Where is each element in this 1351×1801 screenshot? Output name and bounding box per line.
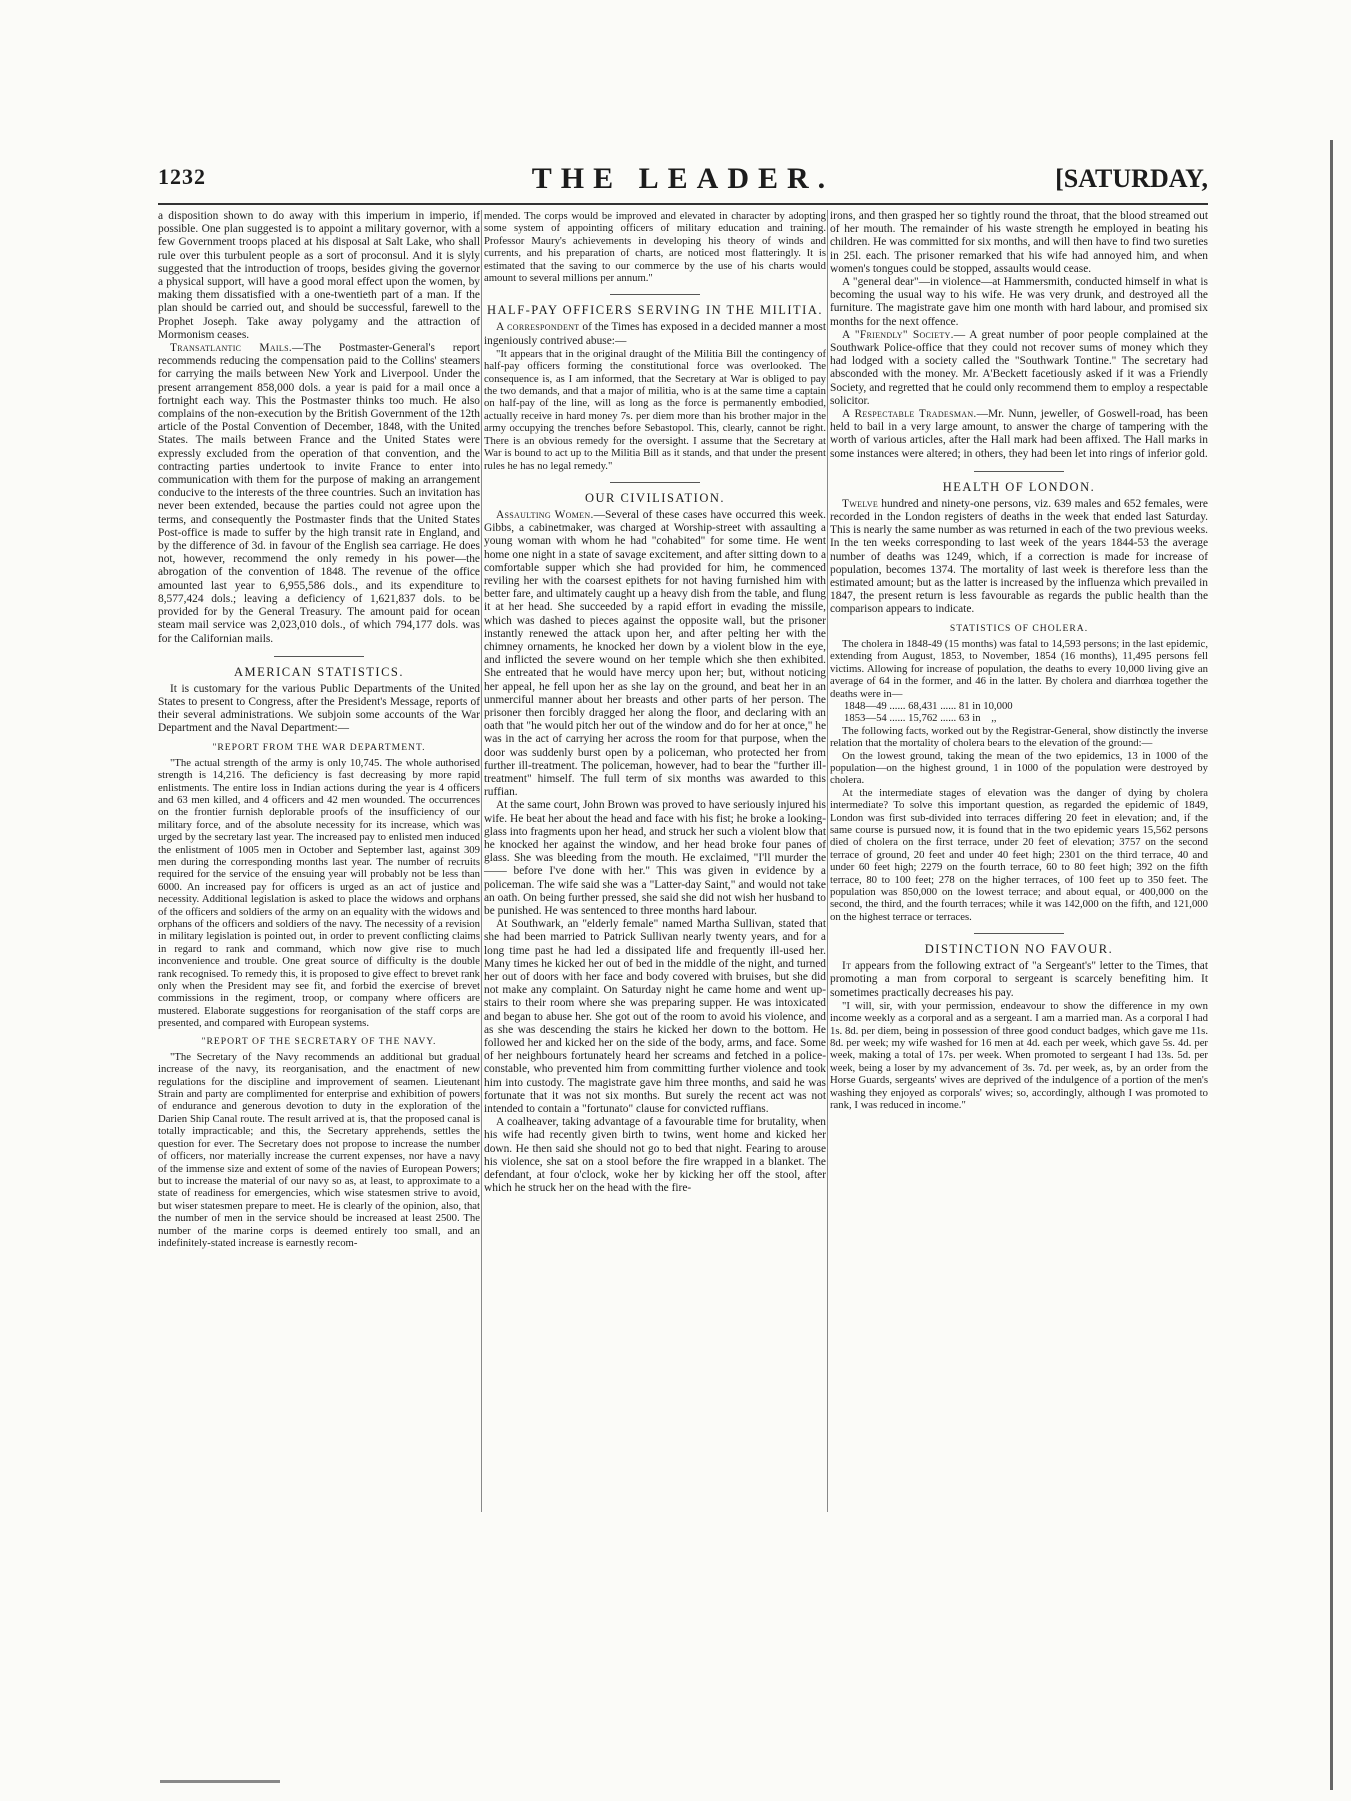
paragraph-lead: Twelve — [842, 497, 879, 510]
paragraph-lead: Transatlantic Mails. — [170, 342, 292, 355]
paragraph-text: hundred and ninety-one persons, viz. 639 males and 652 females, were recorded in the London registers of deaths in the week that ended last Saturday. This is nearly the same number as was returned in each of the two previous weeks. In the ten weeks corresponding to last week of the years 1844-53 the average number of deaths was 1249, which, if a correction is made for increase of population, becomes 1374. The mortality of last week is therefore less than the estimated amount; but as the latter is increased by the influenza which prevailed in 1847, the present return is less favourable as regards the public health than the comparison appears to indicate. — [830, 497, 1208, 616]
page-number: 1232 — [158, 164, 206, 189]
subsection-heading: "REPORT FROM THE WAR DEPARTMENT. — [212, 741, 426, 753]
header-rule — [158, 203, 1208, 205]
article-paragraph — [158, 342, 480, 646]
quoted-letter: "It appears that in the original draught of the Militia Bill the contingency of half-pay officers forming the constitutional force was overlooked. The consequence is, as I am informed, that the Secretary at War is obliged to pay the two demands, and that a major of militia, who is at the same time a captain on half-pay of the line, will as long as the force is permanently embodied, actually receive in hard money 7s. per diem more than his brother major in the army occupying the trenches before Sebastopol. This, clearly, cannot be right. There is an obvious remedy for the oversight. I assume that the Secretary at War is bound to act up to the Militia Bill as it stands, and that under the present rules he has no legal remedy." — [484, 347, 826, 472]
subsection-heading: "REPORT OF THE SECRETARY OF THE NAVY. — [201, 1035, 437, 1047]
column-divider — [827, 210, 828, 1512]
cholera-table-row: 1853—54 ...... 15,762 ...... 63 in ,, — [844, 712, 997, 725]
paragraph-text: —The Postmaster-General's report recommends reducing the compensation paid to the Collins' steamers for carrying the mails between New York and Liverpool. Under the present arrangement 858,000 dols. a year is paid for a mail once a fortnight each way. This the Postmaster thinks too much. He also complains of the non-execution by the British Government of the 12th article of the Postal Convention of December, 1848, with the United States. The mails between France and the United States were expressly excluded from the operation of that convention, and the contracting parties undertook to invite France to enter into communication with them for the purpose of making an arrangement conducive to the interests of the three countries. Such an invitation has never been extended, because the parties could not agree upon the terms, and consequently the Postmaster finds that the United States Post-office is made to suffer by the high transit rate in England, and by the difference of 3d. in favour of the English sea carriage. He does not, however, recommend the only remedy in his power—the abrogation of the convention of 1848. The revenue of the office amounted last year to 6,955,586 dols., and its expenditure to 8,577,424 dols.; leaving a deficiency of 1,621,837 dols. to be provided for by the General Treasury. The amount paid for ocean steam mail service was 2,023,010 dols., of which 794,177 dols. was for the Californian mails. — [158, 342, 481, 645]
article-paragraph: A coalheaver, taking advantage of a favourable time for brutality, when his wife had recently given birth to twins, went home and kicked her down. He then said she should not go to bed that night. Fearing to arouse his violence, she sat on a stool before the fire wrapped in a blanket. The defendant, at four o'clock, woke her by kicking her off the stool, after which he struck her on the head with the fire- — [484, 1116, 826, 1195]
scan-artifact — [160, 1780, 280, 1783]
article-paragraph: irons, and then grasped her so tightly round the throat, that the blood streamed out of her mouth. The remainder of his waste strength he employed in beating his children. He was committed for six months, and will then have to find two sureties in 25l. each. The prisoner remarked that his wife had annoyed him, and when women's tongues could be stopped, assaults would cease. — [830, 210, 1208, 275]
paragraph-lead: Assaulting Women. — [496, 508, 594, 521]
paragraph-lead: It — [842, 960, 852, 973]
paragraph-lead: A Respectable Tradesman. — [842, 408, 977, 421]
paragraph-lead: A "Friendly" Society. — [842, 328, 954, 341]
paragraph-text: of the Times has exposed in a decided manner a most ingeniously contrived abuse:— — [484, 321, 826, 347]
paragraph-lead: A correspondent — [496, 321, 580, 334]
paragraph-text: appears from the following extract of "a Sergeant's" letter to the Times, that promoting a man from corporal to sergeant is scarcely benefiting him. It sometimes practically decreases his pay. — [830, 960, 1208, 999]
article-paragraph: a disposition shown to do away with this imperium in imperio, if possible. One plan suggested is to appoint a military governor, with a few Government troops placed at his disposal at Salt Lake, who shall rule over this turbulent people as a sort of proconsul. And it is slyly suggested that the introduction of troops, besides giving the governor a physical support, will have a good moral effect upon the women, by making them dissatisfied with a one-twentieth part of a man. If the plan should be carried out, and should be successful, farewell to the Prophet Joseph. Take away polygamy and the attraction of Mormonism ceases. — [158, 210, 480, 341]
article-paragraph — [484, 509, 826, 799]
quoted-report: "The actual strength of the army is only 10,745. The whole authorised strength is 14,216. The deficiency is fast decreasing by more rapid enlistments. The entire loss in Indian actions during the year is 4 officers and 63 men killed, and 4 officers and 42 men wounded. The occurrences on the frontier furnish deplorable proofs of the insufficiency of our military force, and of the absolute necessity for its increase, which was urged by the secretary last year. The increased pay to enlisted men induced the enlistment of 1005 men in October and September last, against 309 men during the corresponding months last year. The number of recruits required for the service of the ensuing year will probably not be less than 6000. An increased pay for officers is urged as an act of justice and necessity. Additional legislation is asked to place the widows and orphans of the officers and soldiers of the army on an equality with the widows and orphans of the officers and soldiers of the navy. The necessity of a revision in military legislation is pointed out, in order to prevent conflicting claims in regard to rank and command, which now give rise to much inconvenience and trouble. One great source of difficulty is the double rank recognised. To remedy this, it is proposed to give effect to brevet rank only when the President may see fit, and forbid the exercise of brevet commissions in the regiment, troop, or company where officers are mustered. Elaborate suggestions for reorganisation of the staff corps are presented, and compared with European systems. — [158, 756, 480, 1030]
section-heading: DISTINCTION NO FAVOUR. — [924, 942, 1114, 957]
article-paragraph: At the intermediate stages of elevation was the danger of dying by cholera intermediate? To solve this important question, as regarded the epidemic of 1849, London was first sub-divided into terraces differing 20 feet in elevation; and, if the same course is pursued now, it is found that in the two epidemic years 15,562 persons died of cholera on the first terrace, under 20 feet of elevation; 3757 on the second terrace of ground, 20 feet and under 40 feet high; 2301 on the third terrace, 40 and under 60 feet high; 2279 on the fourth terrace, 60 to 80 feet high; 392 on the fifth terrace, 80 to 100 feet; 278 on the higher terraces, of 100 feet up to 350 feet. The population was 850,000 on the lowest terrace; and about equal, or 400,000 on the second, the third, and the fourth terraces; while it was 142,000 on the fifth, and 121,000 on the highest terrace or terraces. — [830, 786, 1208, 923]
section-heading: HEALTH OF LONDON. — [942, 479, 1096, 494]
paragraph-text: — A great number of poor people complained at the Southwark Police-office that they could not recover sums of money which they had lodged with a society called the "Southwark Tontine." The secretary had absconded with the money. Mr. A'Beckett facetiously asked if it was a Friendly Society, and regretted that he could only recommend them to employ a respectable solicitor. — [830, 328, 1208, 407]
page-edge — [1330, 140, 1333, 1790]
column-3 — [830, 210, 1208, 1112]
section-separator — [274, 656, 364, 657]
column-1 — [158, 210, 480, 1249]
column-divider — [481, 210, 482, 1512]
quoted-report: "The Secretary of the Navy recommends an additional but gradual increase of the navy, its reorganisation, and the enactment of new regulations for the discipline and improvement of seamen. Lieutenant Strain and party are complimented for enterprise and exhibition of powers of endurance and generous devotion to duty in the exploration of the Darien Ship Canal route. The result arrived at is, that the proposed canal is totally impracticable; and this, the Secretary apprehends, settles the question for ever. The Secretary does not propose to increase the number of officers, nor materially increase the current expenses, nor have a navy of the immense size and extent of some of the navies of European Powers; but to increase the material of our navy so as, at least, to approximate to a state of readiness for emergencies, which wise statesmen strive to avoid, but wiser statesmen prepare to meet. He is clearly of the opinion, also, that the number of men in the service should be increased at least 2500. The number of the marine corps is deemed entirely too small, and an indefinitely-stated increase is earnestly recom- — [158, 1050, 480, 1249]
page-header — [158, 164, 1208, 204]
article-paragraph: It is customary for the various Public Departments of the United States to present to Congress, after the President's Message, reports of their several administrations. We subjoin some accounts of the War Department and the Naval Department:— — [158, 682, 480, 735]
section-heading: OUR CIVILISATION. — [584, 490, 726, 505]
section-separator — [974, 471, 1064, 472]
quoted-letter: "I will, sir, with your permission, endeavour to show the difference in my own income weekly as a corporal and as a sergeant. I am a married man. As a corporal I had 1s. 8d. per diem, being in possession of three good conduct badges, which gave me 11s. 8d. per week; my wife washed for 16 men at 4d. each per week, which gave 5s. 4d. per week, making a total of 17s. per week. When promoted to sergeant I had 13s. 5d. per week, being a loser by my advancement of 3s. 7d. per week, as, by an order from the Horse Guards, sergeants' wives are deprived of the indulgence of a portion of the men's washing they enjoyed as corporals' wives; so, accordingly, although I was promoted to rank, I was reduced in income." — [830, 999, 1208, 1112]
column-2 — [484, 210, 826, 1195]
paragraph-text: —Several of these cases have occurred this week. Gibbs, a cabinetmaker, was charged at Worship-street with assaulting a young woman with whom he had "cohabited" for some time. He went home one night in a state of savage excitement, and after sitting down to a comfortable supper which she had provided for him, he commenced reviling her with the coarsest epithets for not having furnished him with better fare, and ultimately caught up a heavy dish from the table, and flung it at her head. She succeeded by a rapid effort in evading the missile, which was dashed to pieces against the opposite wall, but the prisoner instantly renewed the attack upon her, and after pelting her with the chimney ornaments, he knocked her down by a violent blow in the eye, and inflicted the severe wound on her temple which she then exhibited. She entreated that he would have mercy upon her; but, without noticing her appeal, he fell upon her as she lay on the ground, and beat her in an unmerciful manner about her breasts and other parts of her person. The prisoner then forcibly dragged her along the floor, and declaring with an oath that "he would pitch her out of the window and do for her at once," he was in the act of carrying her across the room for that purpose, when the door was suddenly burst open by a policeman, who protected her from further ill-treatment. The policeman, however, had to bear the "further ill-treatment" himself. The full term of six months was awarded to this ruffian. — [484, 508, 826, 799]
article-paragraph — [830, 960, 1208, 1000]
section-heading: HALF-PAY OFFICERS SERVING IN THE MILITIA. — [487, 303, 823, 318]
masthead-title: THE LEADER. — [531, 162, 835, 195]
article-paragraph: The following facts, worked out by the Registrar-General, show distinctly the inverse relation that the mortality of cholera bears to the elevation of the ground:— — [830, 724, 1208, 750]
article-paragraph: On the lowest ground, taking the mean of the two epidemics, 13 in 1000 of the population—on the highest ground, 1 in 1000 of the population were destroyed by cholera. — [830, 749, 1208, 787]
article-paragraph: The cholera in 1848-49 (15 months) was fatal to 14,593 persons; in the last epidemic, extending from August, 1853, to November, 1854 (16 months), 11,495 persons fell victims. Allowing for increase of population, the deaths to every 10,000 living give an average of 64 in the former, and 46 in the latter. By cholera and diarrhœa together the deaths were in— — [830, 637, 1208, 700]
article-paragraph — [484, 321, 826, 347]
subsection-heading: STATISTICS OF CHOLERA. — [949, 622, 1089, 634]
article-paragraph: At the same court, John Brown was proved to have seriously injured his wife. He beat her about the head and face with his fist; he broke a looking-glass into fragments upon her head, and struck her such a violent blow that he knocked her against the window, and her head broke four panes of glass. She was bleeding from the mouth. He exclaimed, "I'll murder the —— before I've done with her." This was given in evidence by a policeman. The wife said she was a "Latter-day Saint," and would not take an oath. On being further pressed, she said she did not wish her husband to be punished. He was sentenced to three months hard labour. — [484, 799, 826, 917]
section-heading: AMERICAN STATISTICS. — [234, 664, 404, 679]
section-separator — [974, 933, 1064, 934]
article-paragraph — [830, 498, 1208, 617]
paragraph-text: —Mr. Nunn, jeweller, of Goswell-road, has been held to bail in a very large amount, to answer the charge of tampering with the worth of various articles, after the Hall mark had been affixed. The Hall marks in some instances were altered; in others, they had been let into rings of inferior gold. — [830, 408, 1208, 460]
section-separator — [610, 482, 700, 483]
cholera-table-row: 1848—49 ...... 68,431 ...... 81 in 10,000 — [844, 699, 1013, 712]
scan-artifact — [90, 90, 1240, 104]
page-day: [SATURDAY, — [1055, 164, 1208, 193]
article-paragraph: At Southwark, an "elderly female" named Martha Sullivan, stated that she had been married to Patrick Sullivan nearly twenty years, and for a long time past he had led a dissipated life and frequently ill-used her. Many times he kicked her out of bed in the middle of the night, and turned her out of doors with her face and body covered with bruises, but she did not make any complaint. On Saturday night he came home and went up-stairs to their room where she was preparing supper. He was intoxicated and began to abuse her. She got out of the room to avoid his violence, and as she was descending the stairs he kicked her down to the bottom. He followed her and kicked her on the side of the body, arms, and face. Some of her neighbours fortunately heard her screams and fetched in a police-constable, who prevented him from committing further violence and took him into custody. The magistrate gave him three months, and said he was fortunate that it was not six months. But surely the recent act was not intended to contain a "fortunato" clause for convicted ruffians. — [484, 918, 826, 1116]
article-paragraph — [830, 329, 1208, 408]
article-paragraph: A "general dear"—in violence—at Hammersmith, conducted himself in what is becoming the usual way to his wife. He was very drunk, and destroyed all the furniture. The magistrate gave him one month with hard labour, and promised six months for the next offence. — [830, 276, 1208, 328]
article-paragraph — [830, 408, 1208, 461]
section-separator — [610, 294, 700, 295]
article-paragraph: mended. The corps would be improved and elevated in character by adopting some system of appointing officers of military education and training. Professor Maury's achievements in developing his theory of winds and currents, and his preparation of charts, are noticed most flatteringly. It is estimated that the saving to our commerce by the use of his charts would amount to several millions per annum." — [484, 210, 826, 285]
